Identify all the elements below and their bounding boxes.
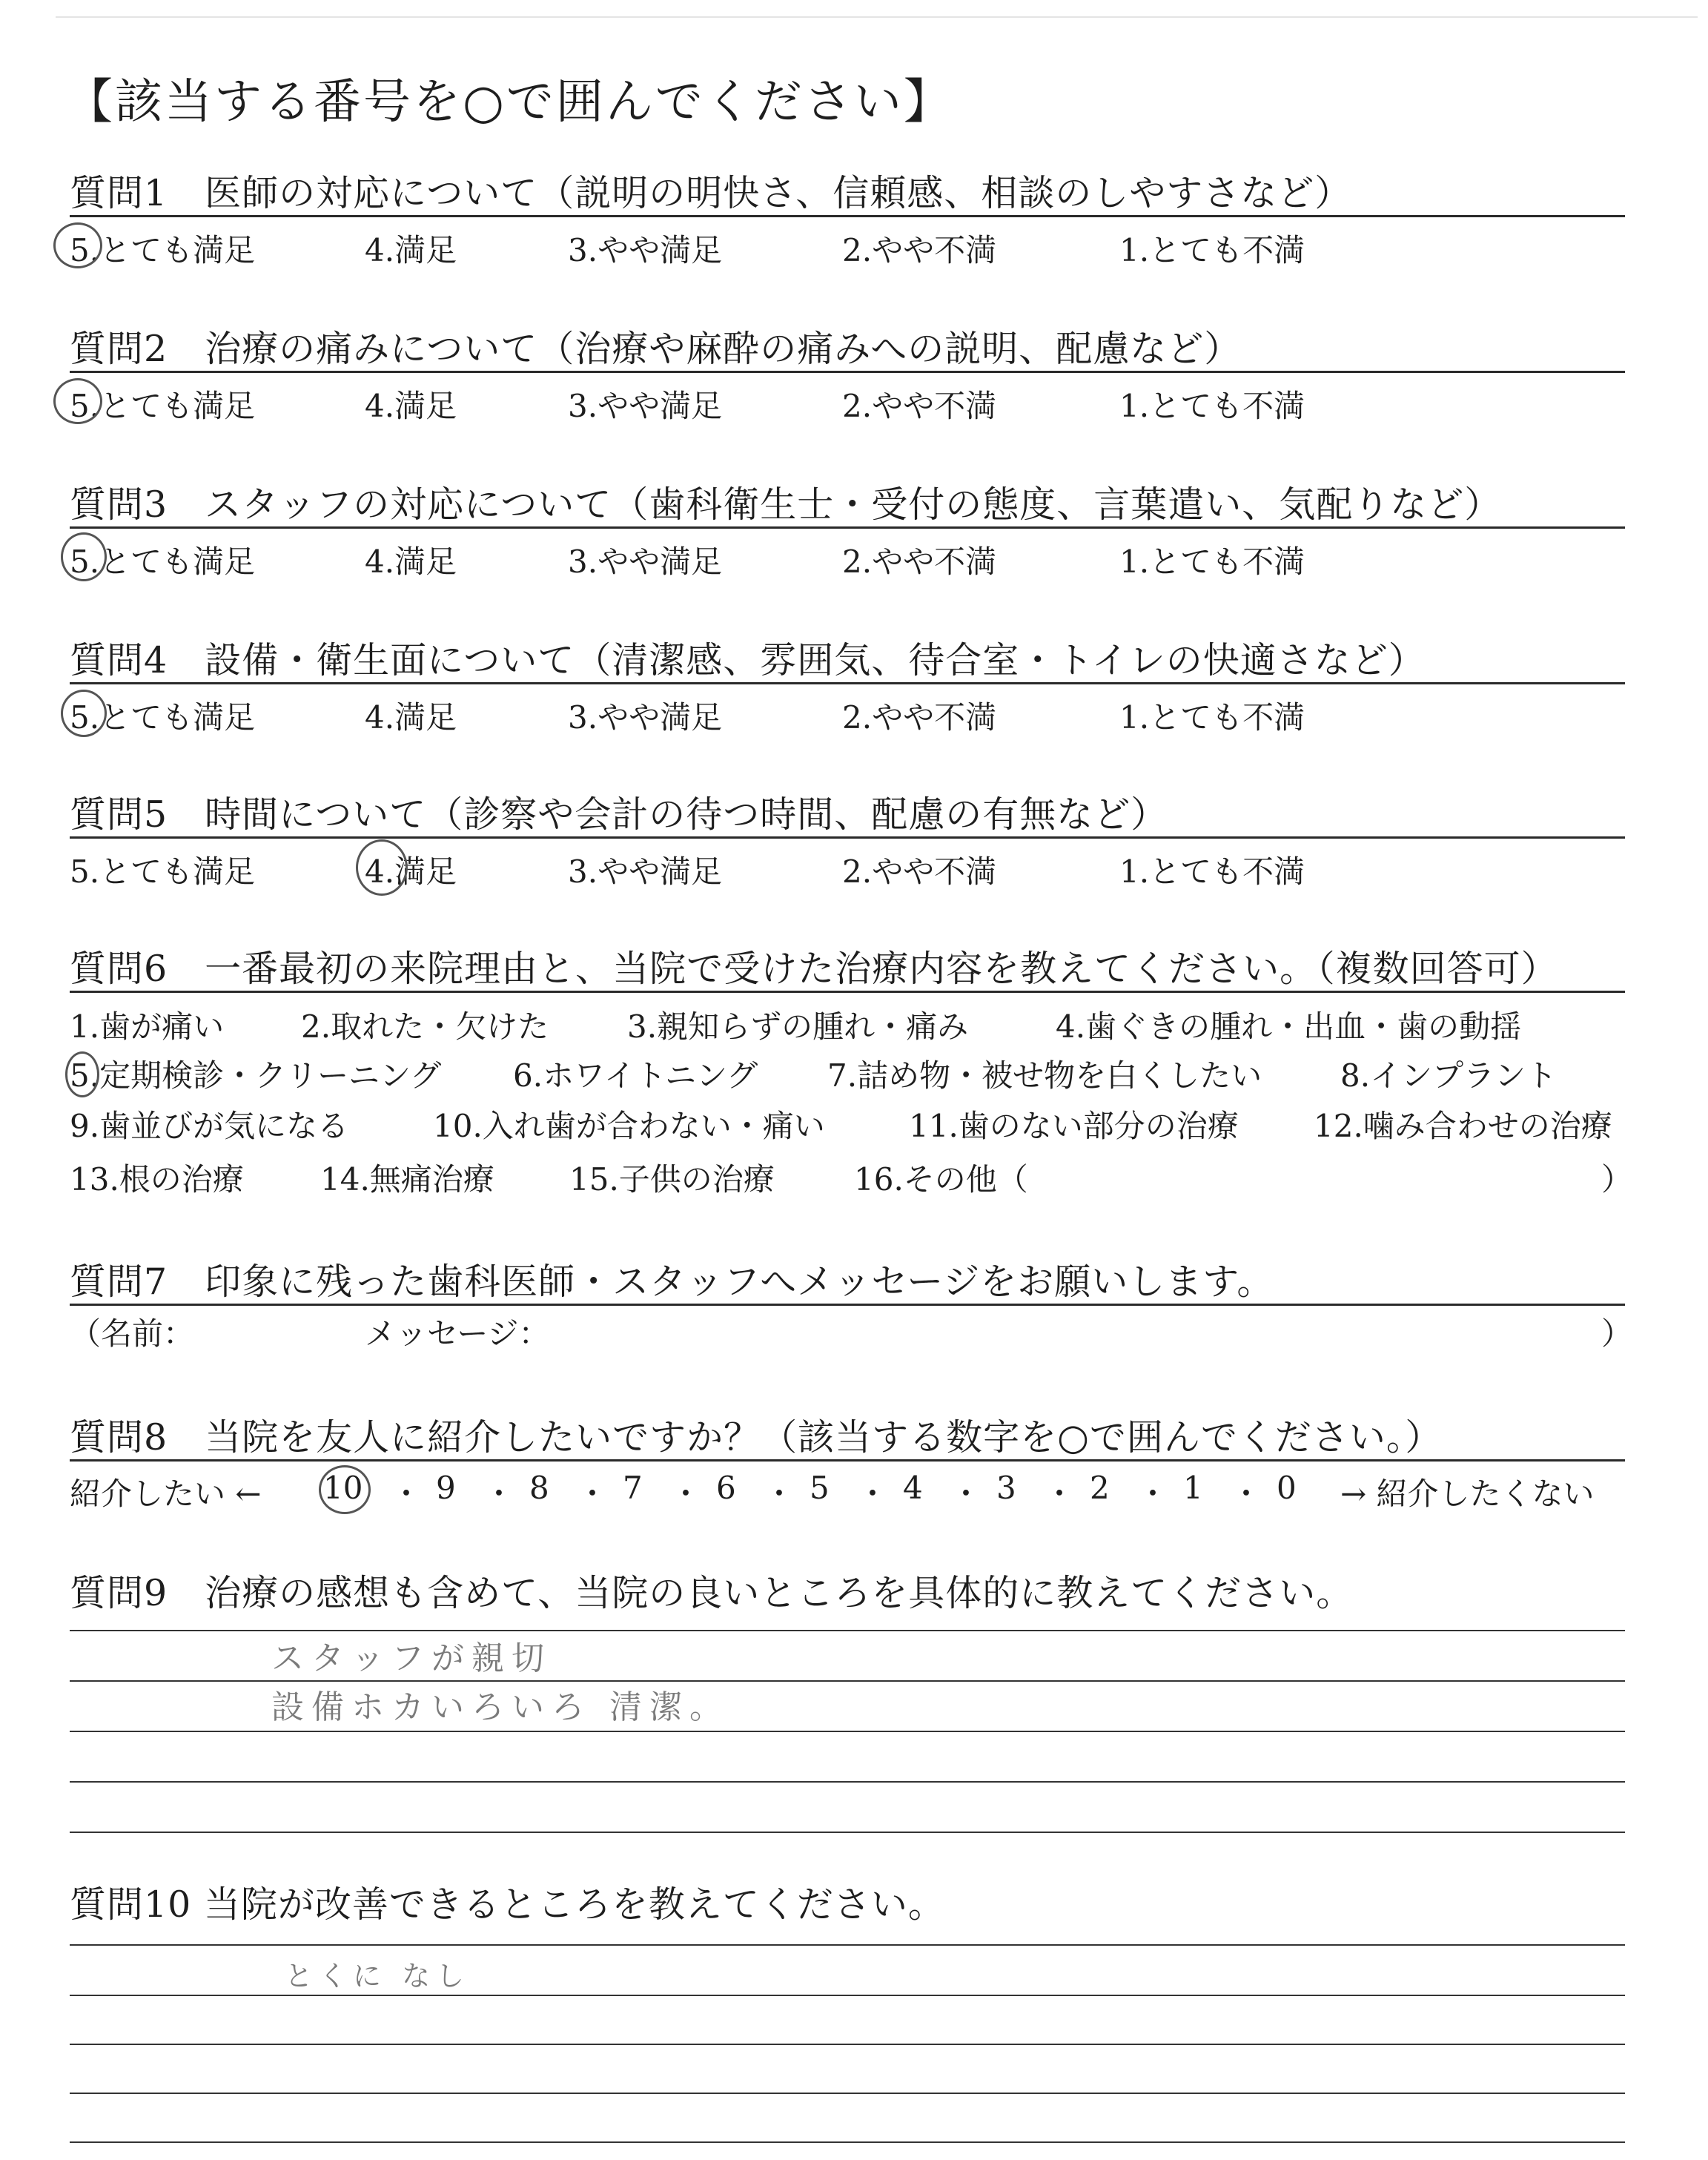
option-5[interactable]: 5.とても満足 [70,853,256,890]
option-2[interactable]: 2.やや不満 [842,544,997,580]
question-title: 質問8 当院を友人に紹介したいですか？（該当する数字を○で囲んでください。） [70,1416,1443,1459]
option-1[interactable]: 1.とても不満 [1119,388,1305,424]
question-title: 質問1 医師の対応について（説明の明快さ、信頼感、相談のしやすさなど） [70,172,1352,214]
name-label: （名前： [70,1315,195,1352]
option-1[interactable]: 1.とても不満 [1119,853,1305,890]
option-4[interactable]: 4.満足 [365,699,457,736]
scale-4[interactable]: 4 [903,1470,923,1506]
reason-option-9[interactable]: 9.歯並びが気になる [70,1108,349,1144]
option-3[interactable]: 3.やや満足 [568,232,723,268]
question-title: 質問5 時間について（診察や会計の待つ時間、配慮の有無など） [70,793,1168,836]
selection-circle [356,839,408,896]
handwritten-answer-line: とくに なし [285,1960,471,1992]
underline [70,371,1625,373]
option-3[interactable]: 3.やや満足 [568,853,723,890]
reason-option-4[interactable]: 4.歯ぐきの腫れ・出血・歯の動揺 [1056,1008,1522,1045]
option-3[interactable]: 3.やや満足 [568,544,723,580]
scale-separator: ・ [577,1476,609,1512]
reason-option-11[interactable]: 11.歯のない部分の治療 [909,1108,1239,1144]
underline [70,682,1625,684]
answer-line [70,1731,1625,1732]
question-title: 質問9 治療の感想も含めて、当院の良いところを具体的に教えてください。 [70,1572,1354,1614]
reason-option-14[interactable]: 14.無痛治療 [320,1161,494,1198]
selection-circle [53,222,102,268]
scale-separator: ・ [483,1476,515,1512]
handwritten-answer-line: 設備ホカいろいろ 清潔。 [271,1688,729,1726]
underline [70,991,1625,993]
scale-separator: ・ [670,1476,702,1512]
recommend-right-label: → 紹介したくない [1340,1476,1595,1512]
selection-circle [65,1051,99,1097]
reason-option-15[interactable]: 15.子供の治療 [569,1161,775,1198]
answer-line [70,2044,1625,2045]
answer-line [70,2093,1625,2094]
close-paren: ） [1601,1315,1633,1352]
scale-9[interactable]: 9 [436,1470,456,1506]
option-5[interactable]: 5.とても満足 [70,232,256,268]
answer-line [70,1832,1625,1833]
reason-option-5[interactable]: 5.定期検診・クリーニング [70,1057,442,1094]
question-title: 質問10 当院が改善できるところを教えてください。 [70,1883,945,1926]
scale-0[interactable]: 0 [1277,1470,1297,1506]
scale-10[interactable]: 10 [323,1470,363,1506]
scale-separator: ・ [950,1476,982,1512]
selection-circle [61,690,107,737]
reason-option-13[interactable]: 13.根の治療 [70,1161,244,1198]
question-title: 質問7 印象に残った歯科医師・スタッフへメッセージをお願いします。 [70,1261,1274,1303]
recommend-left-label: 紹介したい ← [70,1476,262,1512]
underline [70,1459,1625,1462]
scale-separator: ・ [1231,1476,1262,1512]
scale-6[interactable]: 6 [716,1470,736,1506]
answer-line [70,2141,1625,2143]
reason-option-3[interactable]: 3.親知らずの腫れ・痛み [627,1008,969,1045]
answer-line [70,1995,1625,1996]
question-title: 質問6 一番最初の来院理由と、当院で受けた治療内容を教えてください。（複数回答可） [70,948,1558,990]
scale-2[interactable]: 2 [1090,1470,1110,1506]
close-paren: ） [1601,1161,1633,1198]
option-2[interactable]: 2.やや不満 [842,232,997,268]
reason-option-7[interactable]: 7.詰め物・被せ物を白くしたい [827,1057,1262,1094]
scale-separator: ・ [1044,1476,1076,1512]
question-title: 質問3 スタッフの対応について（歯科衛生士・受付の態度、言葉遣い、気配りなど） [70,483,1502,526]
top-edge-line [56,16,1698,18]
scale-3[interactable]: 3 [996,1470,1016,1506]
reason-option-1[interactable]: 1.歯が痛い [70,1008,225,1045]
option-1[interactable]: 1.とても不満 [1119,232,1305,268]
question-title: 質問4 設備・衛生面について（清潔感、雰囲気、待合室・トイレの快適さなど） [70,639,1426,681]
scale-separator: ・ [1137,1476,1169,1512]
scale-8[interactable]: 8 [529,1470,549,1506]
scale-7[interactable]: 7 [623,1470,643,1506]
scale-separator: ・ [391,1476,423,1512]
answer-line [70,1944,1625,1946]
message-label: メッセージ： [365,1315,550,1352]
answer-line [70,1781,1625,1783]
selection-circle [53,378,102,424]
option-3[interactable]: 3.やや満足 [568,388,723,424]
scale-separator: ・ [764,1476,795,1512]
option-2[interactable]: 2.やや不満 [842,853,997,890]
option-4[interactable]: 4.満足 [365,232,457,268]
option-4[interactable]: 4.満足 [365,853,457,890]
scale-5[interactable]: 5 [810,1470,830,1506]
reason-option-10[interactable]: 10.入れ歯が合わない・痛い [433,1108,825,1144]
selection-circle [319,1465,371,1514]
underline [70,526,1625,529]
scale-1[interactable]: 1 [1183,1470,1203,1506]
reason-option-12[interactable]: 12.噛み合わせの治療 [1314,1108,1612,1144]
option-4[interactable]: 4.満足 [365,388,457,424]
option-1[interactable]: 1.とても不満 [1119,544,1305,580]
scale-separator: ・ [857,1476,889,1512]
option-3[interactable]: 3.やや満足 [568,699,723,736]
reason-option-2[interactable]: 2.取れた・欠けた [301,1008,549,1045]
page-title: 【該当する番号を○で囲んでください】 [65,75,953,130]
underline [70,836,1625,839]
option-5[interactable]: 5.とても満足 [70,544,256,580]
option-4[interactable]: 4.満足 [365,544,457,580]
selection-circle [61,532,107,581]
reason-option-8[interactable]: 8.インプラント [1340,1057,1558,1094]
option-1[interactable]: 1.とても不満 [1119,699,1305,736]
handwritten-answer-line: スタッフが親切 [271,1639,552,1677]
reason-option-16[interactable]: 16.その他（ [854,1161,1028,1198]
option-2[interactable]: 2.やや不満 [842,699,997,736]
option-2[interactable]: 2.やや不満 [842,388,997,424]
underline [70,215,1625,217]
question-title: 質問2 治療の痛みについて（治療や麻酔の痛みへの説明、配慮など） [70,328,1242,370]
option-5[interactable]: 5.とても満足 [70,388,256,424]
underline [70,1304,1625,1306]
option-5[interactable]: 5.とても満足 [70,699,256,736]
reason-option-6[interactable]: 6.ホワイトニング [513,1057,758,1094]
